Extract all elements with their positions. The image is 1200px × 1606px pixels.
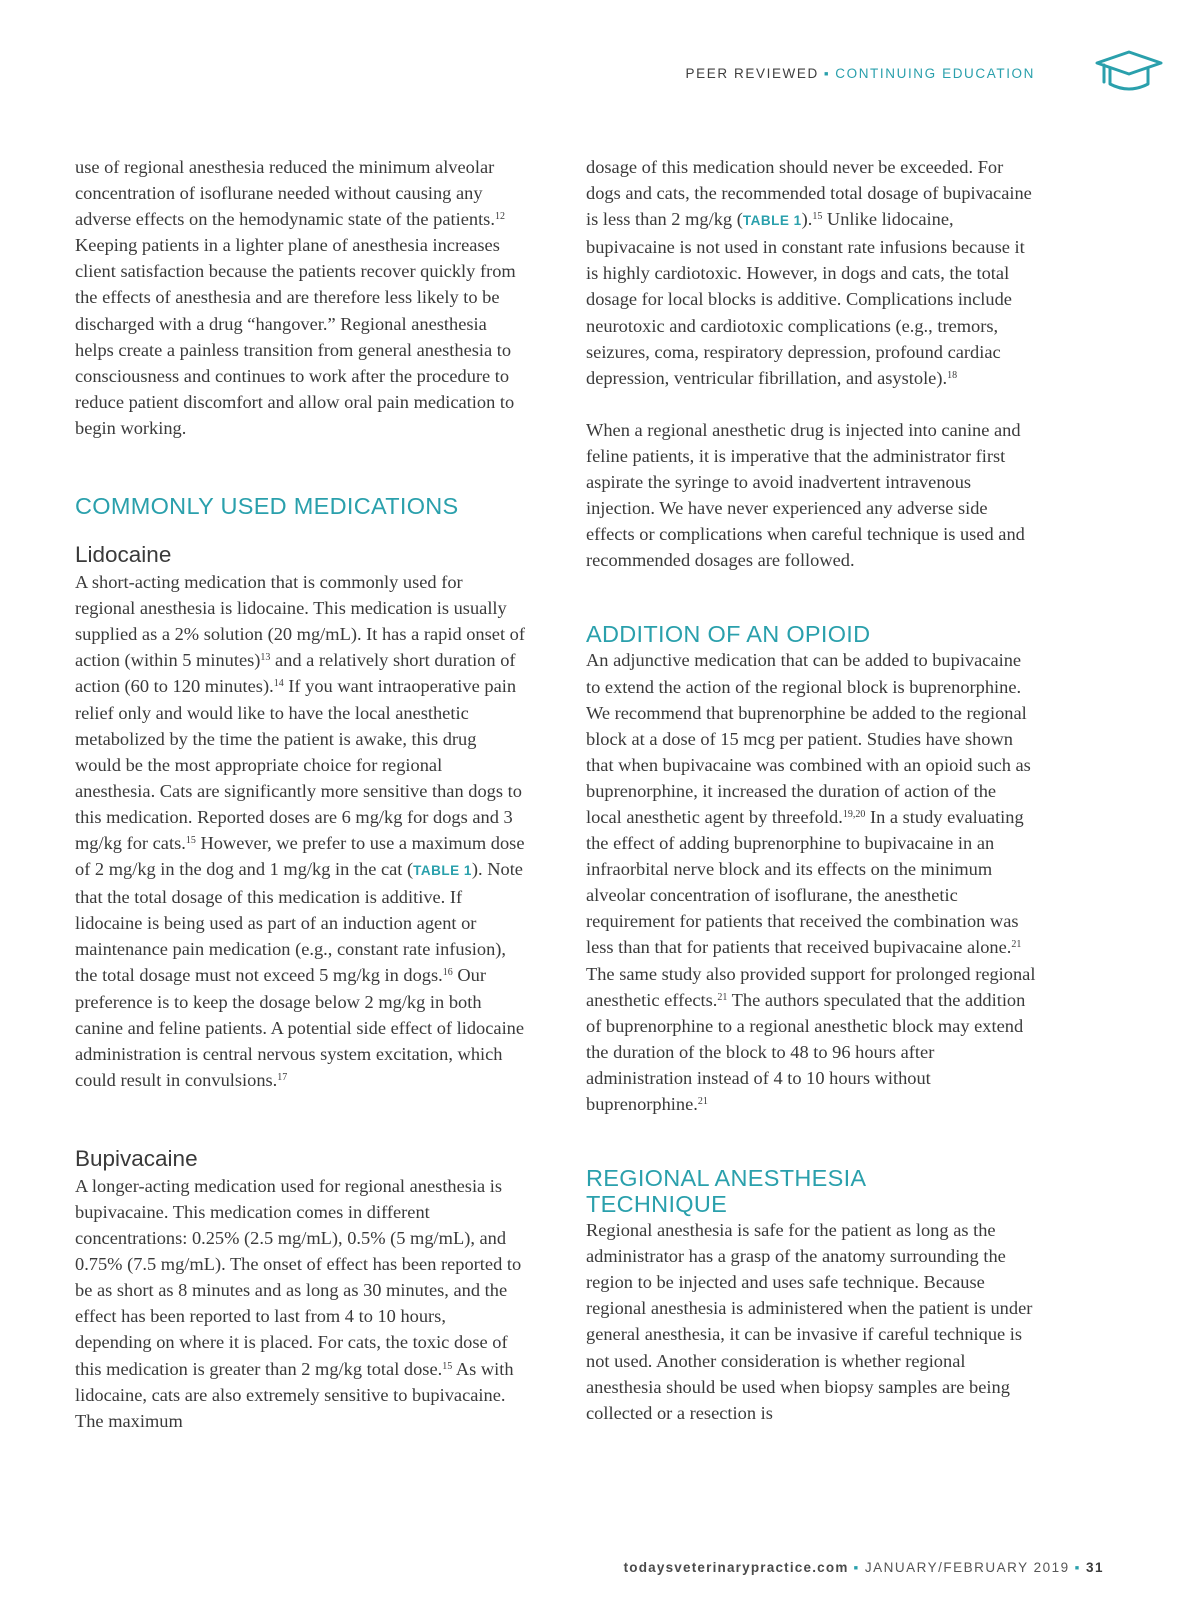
- header-separator: ▪: [823, 66, 831, 81]
- citation: 16: [442, 967, 453, 979]
- citation: 12: [494, 211, 505, 223]
- paragraph-intro: use of regional anesthesia reduced the minimum alveolar concentration of isoflurane needed without causing any adverse effects on the hemodynamic state of the patients.$^{12}$ Keeping patients in a lighter plane of anesthesia increases client satisfaction because the patients recover quickly from the effects of anesthesia and are therefore less likely to be discharged with a drug “hangover.” Regional anesthesia helps create a painless transition from general anesthesia to consciousness and continues to work after the procedure to reduce patient discomfort and allow oral pain medication to begin working.: [75, 157, 516, 438]
- paragraph-bupivacaine: A longer-acting medication used for regional anesthesia is bupivacaine. This medication comes in different concentrations: 0.25% (2.5 mg/mL), 0.5% (5 mg/mL), and 0.75% (7.5 mg/mL). The onset of effect has been reported to be as short as 8 minutes and as long as 30 minutes, and the effect has been reported to last from 4 to 10 hours, depending on where it is placed. For cats, the toxic dose of this medication is greater than 2 mg/kg total dose.$^{15}$ As with lidocaine, cats are also extremely sensitive to bupivacaine. The maximum: [75, 1175, 522, 1431]
- citation: 17: [277, 1071, 288, 1083]
- paragraph-opioid: An adjunctive medication that can be added to bupivacaine to extend the action of the regional block is buprenorphine. We recommend that buprenorphine be added to the regional block at a dose of 15 mcg per patient. Studies have shown that when bupivacaine was combined with an opioid such as buprenorphine, it increased the duration of action of the local anesthetic agent by threefold.$^{19,20}$ In a study evaluating the effect of adding buprenorphine to bupivacaine in an infraorbital nerve block and its effects on the minimum alveolar concentration of isoflurane, the anesthetic requirement for patients that received the combination was less than that for patients that received bupivacaine alone.$^{21}$ The same study also provided support for prolonged regional anesthetic effects.$^{21}$ The authors speculated that the addition of buprenorphine to a regional anesthetic block may extend the duration of the block to 48 to 96 hours after administration instead of 4 to 10 hours without buprenorphine.$^{21}$: [586, 650, 1036, 1114]
- footer-separator: ▪: [1074, 1560, 1081, 1575]
- section-heading-medications: COMMONLY USED MEDICATIONS: [75, 493, 459, 520]
- citation: 15: [185, 834, 196, 846]
- citation: 21: [697, 1096, 708, 1107]
- paragraph-aspiration: When a regional anesthetic drug is injected into canine and feline patients, it is imperative that the administrator first aspirate the syringe to avoid inadvertent intravenous injection. We have never experienced any adverse side effects or complications when careful technique is used and recommended dosages are followed.: [586, 419, 1025, 571]
- graduation-cap-icon: [1093, 48, 1165, 96]
- subheading-bupivacaine: Bupivacaine: [75, 1145, 198, 1171]
- citation: 21: [717, 991, 728, 1003]
- section-heading-technique: REGIONAL ANESTHESIA TECHNIQUE: [586, 1165, 867, 1218]
- page-footer: [624, 1560, 1104, 1575]
- website-link[interactable]: todaysveterinarypractice.com: [623, 1560, 849, 1575]
- section-heading-opioid: ADDITION OF AN OPIOID: [586, 621, 871, 648]
- page-number: 31: [1085, 1560, 1104, 1575]
- left-column: [75, 154, 525, 1434]
- table-reference-link[interactable]: TABLE 1: [413, 863, 472, 879]
- citation: 19,20: [842, 808, 866, 820]
- right-column: [586, 154, 1036, 1426]
- citation: 18: [947, 369, 958, 381]
- citation: 14: [273, 678, 284, 690]
- citation: 15: [442, 1360, 453, 1372]
- paragraph-bupivacaine-continued: dosage of this medication should never be exceeded. For dogs and cats, the recommended total dosage of bupivacaine is less than 2 mg/kg (TABLE 1).$^{15}$ Unlike lidocaine, bupivacaine is not used in constant rate infusions because it is highly cardiotoxic. However, in dogs and cats, the total dosage for local blocks is additive. Complications include neurotoxic and cardiotoxic complications (e.g., tremors, seizures, coma, respiratory depression, profound cardiac depression, ventricular fibrillation, and asystole).$^{18}$: [586, 157, 1032, 388]
- citation: 13: [260, 652, 271, 664]
- issue-date: JANUARY/FEBRUARY 2019: [864, 1560, 1070, 1575]
- paragraph-lidocaine: A short-acting medication that is commonly used for regional anesthesia is lidocaine. This medication is usually supplied as a 2% solution (20 mg/mL). It has a rapid onset of action (within 5 minutes)$^{13}$ and a relatively short duration of action (60 to 120 minutes).$^{14}$ If you want intraoperative pain relief only and would like to have the local anesthetic metabolized by the time the patient is awake, this drug would be the most appropriate choice for regional anesthesia. Cats are significantly more sensitive than dogs to this medication. Reported doses are 6 mg/kg for dogs and 3 mg/kg for cats.$^{15}$ However, we prefer to use a maximum dose of 2 mg/kg in the dog and 1 mg/kg in the cat (TABLE 1). Note that the total dosage of this medication is additive. If lidocaine is being used as part of an induction agent or maintenance pain medication (e.g., constant rate infusion), the total dosage must not exceed 5 mg/kg in dogs.$^{16}$ Our preference is to keep the dosage below 2 mg/kg in both canine and feline patients. A potential side effect of lidocaine administration is central nervous system excitation, which could result in convulsions.$^{17}$: [75, 572, 525, 1090]
- continuing-education-label: CONTINUING EDUCATION: [835, 66, 1035, 81]
- citation: 15: [812, 211, 823, 223]
- running-header: [686, 66, 1035, 81]
- table-reference-link[interactable]: TABLE 1: [742, 213, 802, 229]
- citation: 21: [1011, 939, 1022, 951]
- paragraph-technique: Regional anesthesia is safe for the patient as long as the administrator has a grasp of the anatomy surrounding the region to be injected and uses safe technique. Because regional anesthesia is administered when the patient is under general anesthesia, it can be invasive if careful technique is not used. Another consideration is whether regional anesthesia should be used when biopsy samples are being collected or a resection is: [586, 1220, 1033, 1423]
- peer-reviewed-label: PEER REVIEWED: [685, 66, 819, 81]
- footer-separator: ▪: [853, 1560, 860, 1575]
- subheading-lidocaine: Lidocaine: [75, 542, 172, 568]
